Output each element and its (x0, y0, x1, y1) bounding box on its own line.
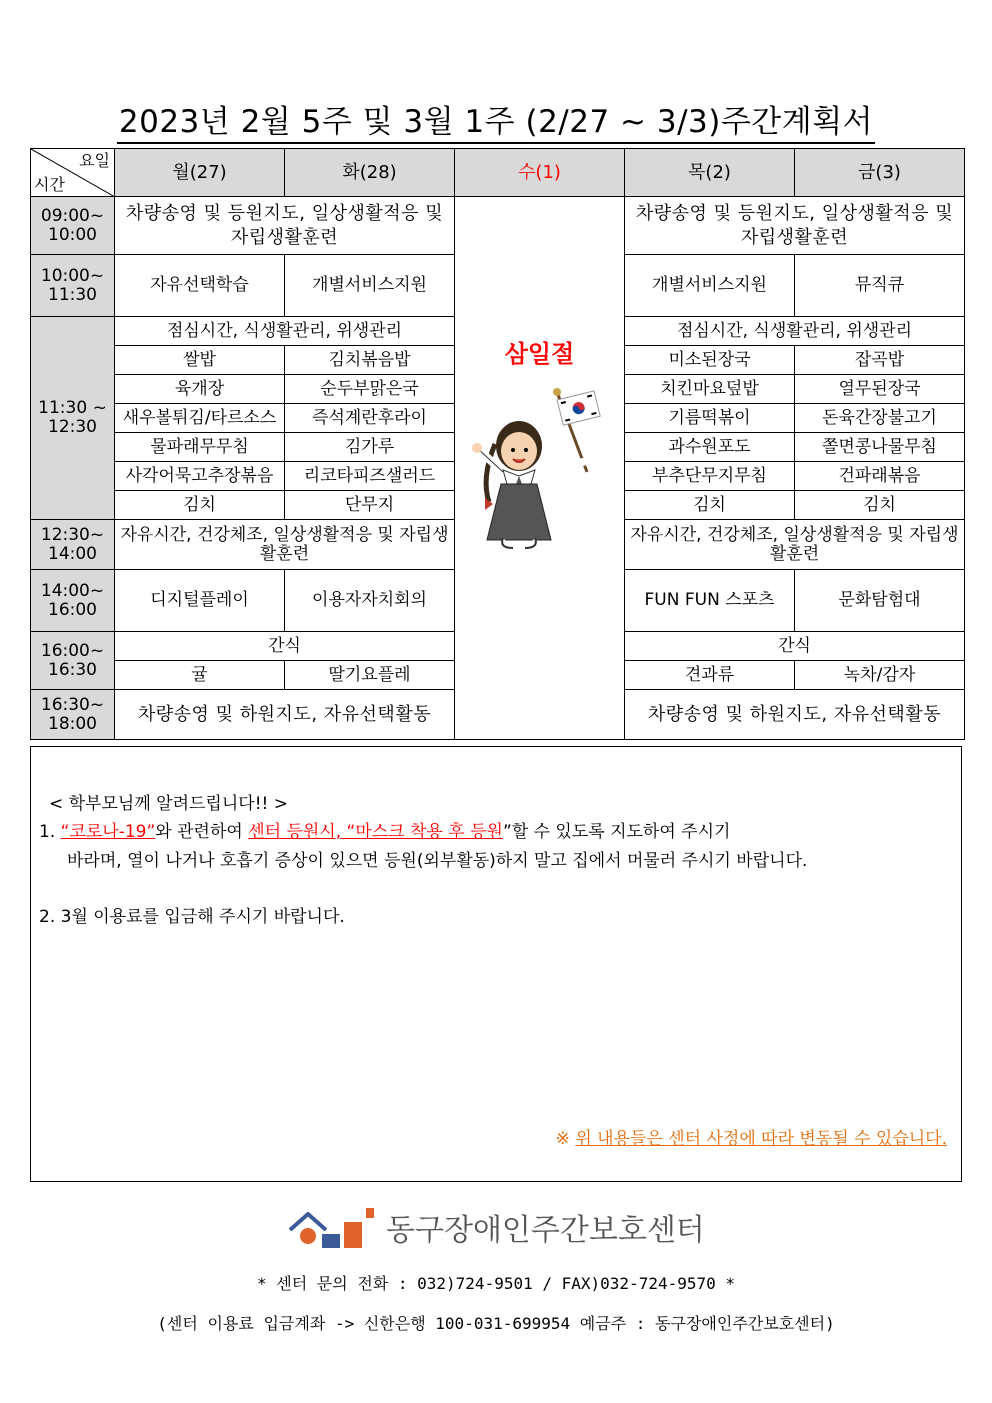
menu-cell: 기름떡볶이 (625, 404, 795, 433)
lunch-header-cell: 점심시간, 식생활관리, 위생관리 (115, 317, 455, 346)
menu-cell: 열무된장국 (795, 375, 965, 404)
activity-cell: 이용자자치회의 (285, 570, 455, 632)
menu-cell: 과수원포도 (625, 433, 795, 462)
center-logo (286, 1202, 705, 1252)
mask-highlight: 센터 등원시, “마스크 착용 후 등원 (248, 822, 503, 842)
menu-cell: 잡곡밥 (795, 346, 965, 375)
activity-cell: 자유시간, 건강체조, 일상생활적응 및 자립생활훈련 (625, 520, 965, 570)
disclaimer-text: 위 내용들은 센터 사정에 따라 변동될 수 있습니다. (575, 1129, 947, 1149)
table-row (31, 197, 965, 255)
menu-cell: 쫄면콩나물무침 (795, 433, 965, 462)
time-cell: 11:30 ~ 12:30 (31, 317, 115, 520)
hanbok-girl-flag-illustration (455, 372, 624, 577)
day-header-fri: 금(3) (795, 149, 965, 197)
menu-cell: 김가루 (285, 433, 455, 462)
snack-cell: 녹차/감자 (795, 661, 965, 690)
notice-disclaimer (556, 1124, 947, 1149)
lunch-header-cell: 점심시간, 식생활관리, 위생관리 (625, 317, 965, 346)
page-title: 2023년 2월 5주 및 3월 1주 (2/27 ~ 3/3)주간계획서 (0, 96, 992, 141)
activity-cell: 자유시간, 건강체조, 일상생활적응 및 자립생활훈련 (115, 520, 455, 570)
activity-cell: 차량송영 및 등원지도, 일상생활적응 및 자립생활훈련 (115, 197, 455, 255)
menu-cell: 김치 (115, 491, 285, 520)
snack-header-cell: 간식 (115, 632, 455, 661)
time-cell: 10:00~ 11:30 (31, 255, 115, 317)
activity-cell: 문화탐험대 (795, 570, 965, 632)
notice-item-2: 2. 3월 이용료를 입금해 주시기 바랍니다. (39, 907, 345, 927)
menu-cell: 김치 (625, 491, 795, 520)
day-header-tue: 화(28) (285, 149, 455, 197)
menu-cell: 단무지 (285, 491, 455, 520)
menu-cell: 김치볶음밥 (285, 346, 455, 375)
menu-cell: 미소된장국 (625, 346, 795, 375)
snack-header-cell: 간식 (625, 632, 965, 661)
menu-cell: 육개장 (115, 375, 285, 404)
activity-cell: 개별서비스지원 (285, 255, 455, 317)
snack-cell: 딸기요플레 (285, 661, 455, 690)
center-name: 동구장애인주간보호센터 (386, 1213, 705, 1248)
holiday-label: 삼일절 (504, 340, 575, 368)
menu-cell: 리코타피즈샐러드 (285, 462, 455, 491)
corner-header (31, 149, 115, 197)
menu-cell: 건파래볶음 (795, 462, 965, 491)
activity-cell: 개별서비스지원 (625, 255, 795, 317)
notice-item-1 (39, 817, 730, 842)
day-header-mon: 월(27) (115, 149, 285, 197)
menu-cell: 사각어묵고추장볶음 (115, 462, 285, 491)
covid-highlight: “코로나-19” (60, 822, 156, 842)
menu-cell: 순두부맑은국 (285, 375, 455, 404)
activity-cell: 차량송영 및 등원지도, 일상생활적응 및 자립생활훈련 (625, 197, 965, 255)
holiday-cell (455, 197, 625, 740)
menu-cell: 물파래무무침 (115, 433, 285, 462)
reference-mark: ※ (555, 1129, 570, 1149)
time-cell: 16:30~ 18:00 (31, 690, 115, 740)
notice-text: 와 관련하여 (155, 822, 249, 842)
time-cell: 12:30~ 14:00 (31, 520, 115, 570)
snack-cell: 견과류 (625, 661, 795, 690)
time-cell: 14:00~ 16:00 (31, 570, 115, 632)
notice-heading: < 학부모님께 알려드립니다!! > (49, 794, 288, 814)
activity-cell: 뮤직큐 (795, 255, 965, 317)
house-logo-icon (286, 1204, 378, 1250)
notice-item-1-number: 1. (39, 822, 56, 842)
menu-cell: 새우볼튀김/타르소스 (115, 404, 285, 433)
menu-cell: 김치 (795, 491, 965, 520)
activity-cell: 자유선택학습 (115, 255, 285, 317)
activity-cell: 차량송영 및 하원지도, 자유선택활동 (115, 690, 455, 740)
activity-cell: 디지털플레이 (115, 570, 285, 632)
account-info: (센터 이용료 입금계좌 -> 신한은행 100-031-699954 예금주 : 동구장애인주간보호센터) (157, 1314, 835, 1333)
menu-cell: 즉석계란후라이 (285, 404, 455, 433)
day-header-wed: 수(1) (455, 149, 625, 197)
time-cell: 16:00~ 16:30 (31, 632, 115, 690)
corner-time-label: 시간 (34, 175, 65, 194)
weekly-schedule-table (30, 148, 965, 740)
contact-info: * 센터 문의 전화 : 032)724-9501 / FAX)032-724-9570 * (256, 1274, 736, 1293)
menu-cell: 돈육간장불고기 (795, 404, 965, 433)
menu-cell: 쌀밥 (115, 346, 285, 375)
time-cell: 09:00~ 10:00 (31, 197, 115, 255)
menu-cell: 치킨마요덮밥 (625, 375, 795, 404)
corner-day-label: 요일 (79, 151, 110, 170)
activity-cell: FUN FUN 스포츠 (625, 570, 795, 632)
notice-box (30, 746, 962, 1182)
notice-item-1-line-2: 바라며, 열이 나거나 호흡기 증상이 있으면 등원(외부활동)하지 말고 집에서 머물러 주시기 바랍니다. (67, 851, 808, 871)
activity-cell: 차량송영 및 하원지도, 자유선택활동 (625, 690, 965, 740)
header-row (31, 149, 965, 197)
menu-cell: 부추단무지무침 (625, 462, 795, 491)
day-header-thu: 목(2) (625, 149, 795, 197)
snack-cell: 귤 (115, 661, 285, 690)
notice-text: ”할 수 있도록 지도하여 주시기 (502, 822, 731, 842)
